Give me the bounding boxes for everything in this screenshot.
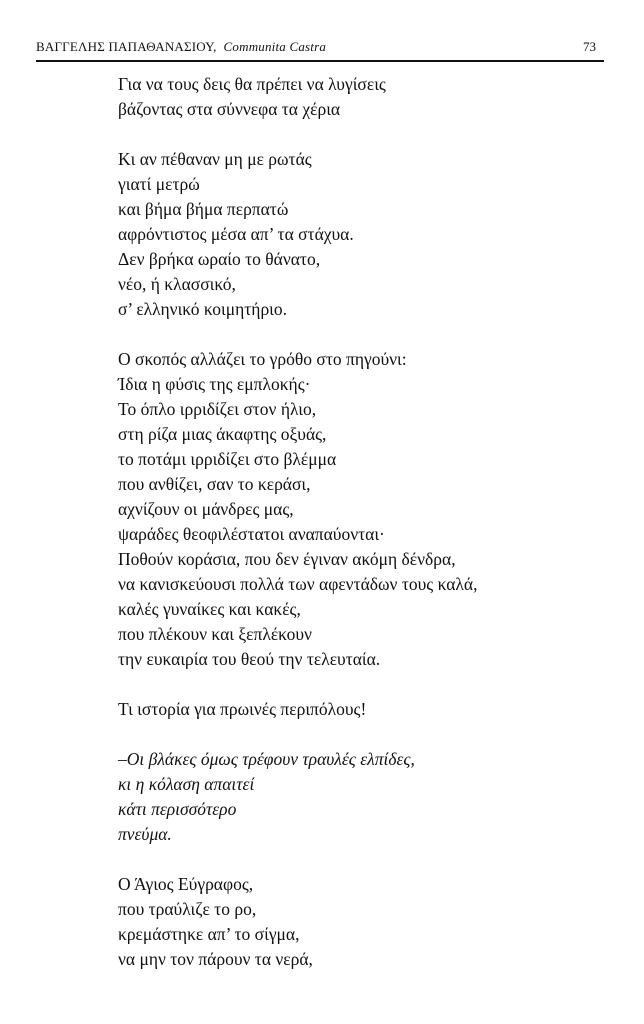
poem-body <box>118 72 598 997</box>
header-book-title: Communita Castra <box>223 39 327 54</box>
header-author-and-title <box>36 39 326 55</box>
poem-line: Ο σκοπός αλλάζει το γρόθο στο πηγούνι: <box>118 349 407 369</box>
stanza <box>118 72 598 122</box>
poem-line: την ευκαιρία του θεού την τελευταία. <box>118 649 381 669</box>
poem-line: γιατί μετρώ <box>118 174 200 194</box>
poem-line: Ίδια η φύσις της εμπλοκής· <box>118 374 311 394</box>
stanza <box>118 347 598 672</box>
page-number: 73 <box>583 39 596 54</box>
stanza <box>118 697 598 722</box>
poem-line: κάτι περισσότερο <box>118 799 237 819</box>
poem-line: Ο Άγιος Εύγραφος, <box>118 874 254 894</box>
poem-line: σ’ ελληνικό κοιμητήριο. <box>118 299 288 319</box>
poem-line: αχνίζουν οι μάνδρες μας, <box>118 499 294 519</box>
poem-line: που πλέκουν και ξεπλέκουν <box>118 624 312 644</box>
poem-line: Το όπλο ιρριδίζει στον ήλιο, <box>118 399 317 419</box>
running-header <box>36 36 604 58</box>
poem-line: –Οι βλάκες όμως τρέφουν τραυλές ελπίδες, <box>118 749 415 769</box>
poem-line: το ποτάμι ιρριδίζει στο βλέμμα <box>118 449 337 469</box>
poem-line: να κανισκεύουσι πολλά των αφεντάδων τους καλά, <box>118 574 478 594</box>
poem-line: που ανθίζει, σαν το κεράσι, <box>118 474 311 494</box>
poem-line: και βήμα βήμα περπατώ <box>118 199 289 219</box>
poem-line: κρεμάστηκε απ’ το σίγμα, <box>118 924 300 944</box>
stanza <box>118 872 598 972</box>
header-author: ΒΑΓΓΕΛΗΣ ΠΑΠΑΘΑΝΑΣΙΟΥ, <box>36 39 217 54</box>
poem-line: πνεύμα. <box>118 824 172 844</box>
poem-line: καλές γυναίκες και κακές, <box>118 599 301 619</box>
poem-line: βάζοντας στα σύννεφα τα χέρια <box>118 99 341 119</box>
poem-line: στη ρίζα μιας άκαφτης οξυάς, <box>118 424 327 444</box>
poem-line: που τραύλιζε το ρο, <box>118 899 257 919</box>
stanza <box>118 747 598 847</box>
poem-line: Ποθούν κοράσια, που δεν έγιναν ακόμη δένδρα, <box>118 549 456 569</box>
header-rule <box>36 60 604 62</box>
poem-line: Κι αν πέθαναν μη με ρωτάς <box>118 149 312 169</box>
poem-line: να μην τον πάρουν τα νερά, <box>118 949 313 969</box>
poem-line: Δεν βρήκα ωραίο το θάνατο, <box>118 249 321 269</box>
poem-line: αφρόντιστος μέσα απ’ τα στάχυα. <box>118 224 354 244</box>
poem-line: ψαράδες θεοφιλέστατοι αναπαύονται· <box>118 524 385 544</box>
stanza <box>118 147 598 322</box>
poem-line: κι η κόλαση απαιτεί <box>118 774 255 794</box>
poem-line: Τι ιστορία για πρωινές περιπόλους! <box>118 699 367 719</box>
poem-line: Για να τους δεις θα πρέπει να λυγίσεις <box>118 74 386 94</box>
poem-line: νέο, ή κλασσικό, <box>118 274 236 294</box>
